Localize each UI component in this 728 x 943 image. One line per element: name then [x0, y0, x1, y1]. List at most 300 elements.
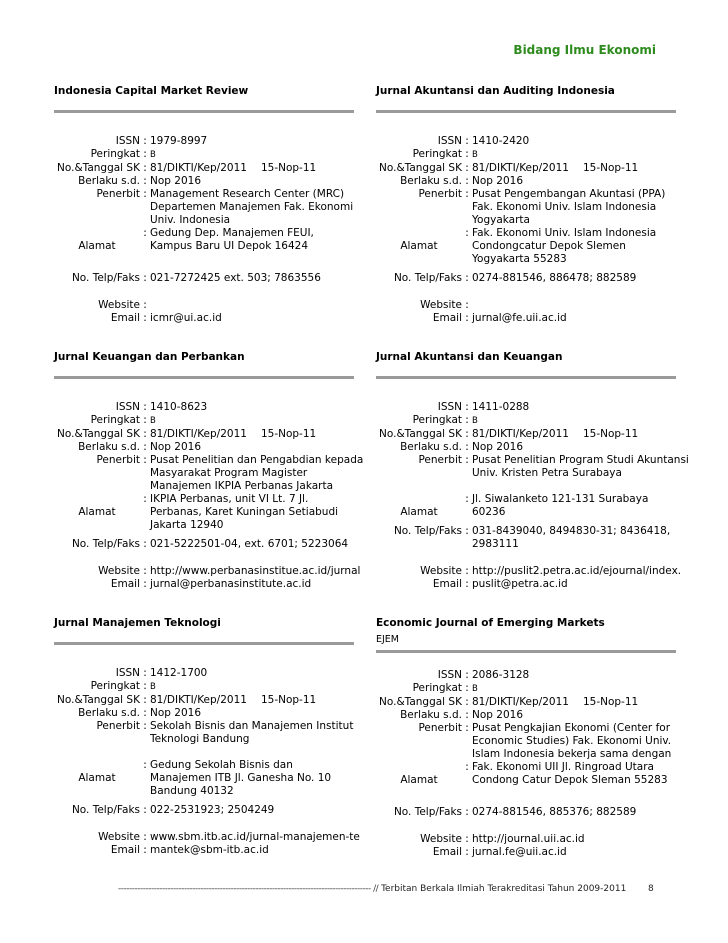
penerbit-line: Economic Studies) Fak. Ekonomi Univ. — [472, 735, 672, 747]
sk-date-value: 15-Nop-11 — [582, 428, 639, 440]
field-colon: : — [465, 299, 469, 311]
email-row — [54, 578, 354, 591]
field-value — [472, 682, 676, 696]
peringkat-value: B — [472, 684, 478, 694]
field-value — [150, 188, 354, 201]
journal-entry — [376, 350, 689, 591]
issn-value: 1410-8623 — [150, 401, 208, 413]
field-value — [150, 454, 363, 467]
spacer — [376, 819, 676, 833]
spacer — [54, 746, 354, 759]
field-label: ISSN — [115, 401, 140, 413]
berlaku-row — [376, 441, 676, 454]
email-value: jurnal.fe@uii.ac.id — [472, 846, 567, 858]
sk-date-value: 15-Nop-11 — [260, 428, 317, 440]
email-row — [376, 312, 676, 325]
field-label: No.&Tanggal SK — [379, 696, 462, 708]
sk-value: 81/DIKTI/Kep/2011 — [150, 694, 247, 706]
journal-subtitle: EJEM — [376, 634, 400, 645]
issn-row — [376, 401, 676, 414]
telp-line: 0274-881546, 886478; 882589 — [472, 272, 637, 284]
journal-title: Economic Journal of Emerging Markets — [376, 617, 605, 629]
field-colon: : — [143, 538, 147, 550]
spacer — [376, 285, 676, 299]
spacer — [376, 551, 676, 565]
spacer — [54, 551, 354, 565]
alamat-row — [54, 772, 354, 785]
journal-fields — [54, 401, 364, 591]
field-value — [150, 148, 354, 162]
field-value — [150, 414, 354, 428]
sk-row — [54, 428, 354, 441]
field-value — [472, 135, 676, 148]
field-value — [472, 578, 676, 591]
field-label: Penerbit — [418, 454, 462, 466]
alamat-row — [376, 493, 676, 506]
journal-fields — [54, 135, 354, 325]
peringkat-row — [376, 414, 676, 428]
field-label: No.&Tanggal SK — [379, 162, 462, 174]
field-label — [54, 227, 140, 240]
issn-row — [376, 135, 676, 148]
telp-row — [54, 272, 354, 285]
field-value — [150, 707, 354, 720]
field-colon: : — [143, 720, 147, 732]
field-value — [472, 565, 681, 578]
journal-fields — [54, 667, 360, 857]
website-value: http://puslit2.petra.ac.id/ejournal/index. — [472, 565, 682, 577]
field-value — [472, 148, 676, 162]
field-colon — [140, 467, 150, 480]
email-value: puslit@petra.ac.id — [472, 578, 568, 590]
field-colon: : — [143, 135, 147, 147]
alamat-line: Yogyakarta 55283 — [472, 253, 567, 265]
penerbit-row — [54, 467, 354, 480]
journal-entry — [376, 616, 676, 859]
berlaku-row — [376, 175, 676, 188]
field-colon: : — [143, 578, 147, 590]
email-value: jurnal@perbanasinstitute.ac.id — [150, 578, 312, 590]
footer-text: Terbitan Berkala Ilmiah Terakreditasi Tahun 2009-2011 — [381, 884, 627, 894]
field-value — [472, 454, 689, 467]
penerbit-line: Univ. Kristen Petra Surabaya — [472, 467, 622, 479]
sk-row — [376, 162, 676, 175]
field-value — [472, 214, 676, 227]
field-label: Peringkat — [90, 414, 140, 426]
field-label — [54, 493, 140, 506]
field-value — [150, 667, 354, 680]
field-label: No.&Tanggal SK — [57, 162, 140, 174]
issn-value: 1410-2420 — [472, 135, 530, 147]
penerbit-row — [376, 188, 676, 201]
penerbit-line: Management Research Center (MRC) — [150, 188, 345, 200]
sk-date-value: 15-Nop-11 — [582, 162, 639, 174]
peringkat-value: B — [472, 150, 478, 160]
field-label: Berlaku s.d. — [78, 441, 140, 453]
field-colon: : — [465, 669, 469, 681]
field-label: Penerbit — [96, 720, 140, 732]
penerbit-line: Sekolah Bisnis dan Manajemen Institut — [150, 720, 354, 732]
issn-row — [54, 667, 354, 680]
field-value — [150, 772, 354, 785]
field-colon: : — [143, 414, 147, 426]
journal-entry — [54, 616, 360, 857]
berlaku-row — [376, 709, 676, 722]
field-label: Alamat — [78, 506, 116, 518]
field-value — [150, 240, 354, 253]
field-value — [150, 680, 354, 694]
field-label — [54, 480, 140, 493]
journal-fields — [376, 135, 676, 325]
website-row — [54, 565, 361, 578]
issn-value: 1411-0288 — [472, 401, 530, 413]
field-label: Penerbit — [418, 722, 462, 734]
penerbit-row — [376, 722, 676, 735]
website-row — [54, 831, 360, 844]
field-label: ISSN — [115, 667, 140, 679]
field-label — [376, 214, 462, 227]
berlaku-row — [54, 441, 354, 454]
field-label — [376, 253, 462, 266]
field-label: No. Telp/Faks — [393, 525, 462, 537]
sk-value: 81/DIKTI/Kep/2011 — [150, 162, 247, 174]
sk-value: 81/DIKTI/Kep/2011 — [150, 428, 247, 440]
field-value — [472, 467, 676, 480]
field-value — [472, 312, 676, 325]
field-value — [150, 565, 360, 578]
alamat-row — [376, 774, 676, 787]
field-colon — [462, 201, 472, 214]
field-value — [150, 804, 354, 817]
field-label — [54, 785, 140, 798]
field-value — [150, 844, 354, 857]
penerbit-line: Fak. Ekonomi Univ. Islam Indonesia — [472, 201, 657, 213]
field-value — [472, 299, 676, 312]
field-colon: : — [465, 578, 469, 590]
alamat-line: Kampus Baru UI Depok 16424 — [150, 240, 309, 252]
alamat-row — [376, 761, 676, 774]
field-label — [376, 735, 462, 748]
field-label: Email — [432, 578, 462, 590]
field-colon: : — [143, 272, 147, 284]
penerbit-line: Pusat Penelitian dan Pengabdian kepada — [150, 454, 364, 466]
field-value — [150, 759, 354, 772]
page-number: 8 — [648, 884, 654, 894]
field-label: ISSN — [437, 401, 462, 413]
telp-line: 022-2531923; 2504249 — [150, 804, 275, 816]
telp-row — [54, 538, 354, 551]
peringkat-row — [54, 414, 354, 428]
website-row — [376, 299, 676, 312]
alamat-line: Perbanas, Karet Kuningan Setiabudi — [150, 506, 339, 518]
field-value — [150, 214, 354, 227]
alamat-line: 60236 — [472, 506, 506, 518]
berlaku-value: Nop 2016 — [472, 441, 524, 453]
alamat-row — [376, 240, 676, 253]
journal-title: Jurnal Akuntansi dan Keuangan — [376, 351, 563, 363]
field-colon: : — [143, 680, 147, 692]
peringkat-value: B — [150, 150, 156, 160]
sk-date-value: 15-Nop-11 — [260, 162, 317, 174]
field-label — [376, 201, 462, 214]
penerbit-row — [376, 201, 676, 214]
field-colon — [462, 240, 472, 253]
field-value — [150, 578, 354, 591]
field-value — [150, 538, 354, 551]
sk-value: 81/DIKTI/Kep/2011 — [472, 162, 569, 174]
field-colon — [140, 201, 150, 214]
alamat-row — [54, 240, 354, 253]
field-colon — [462, 735, 472, 748]
field-value — [472, 833, 676, 846]
field-value — [472, 669, 676, 682]
field-label: Peringkat — [412, 682, 462, 694]
peringkat-value: B — [150, 682, 156, 692]
penerbit-line: Pusat Pengembangan Akuntasi (PPA) — [472, 188, 666, 200]
field-label: Berlaku s.d. — [400, 709, 462, 721]
field-label: No.&Tanggal SK — [379, 428, 462, 440]
sk-row — [54, 694, 354, 707]
sk-row — [376, 696, 676, 709]
field-value — [150, 785, 354, 798]
website-value: www.sbm.itb.ac.id/jurnal-manajemen-te — [150, 831, 360, 843]
field-value — [472, 414, 676, 428]
field-colon — [462, 774, 472, 787]
field-value — [150, 480, 354, 493]
field-colon: : — [465, 525, 469, 537]
sk-row — [376, 428, 676, 441]
field-value — [472, 525, 676, 538]
field-value — [150, 831, 360, 844]
telp-row — [376, 272, 676, 285]
email-value: jurnal@fe.uii.ac.id — [472, 312, 567, 324]
field-colon: : — [143, 493, 147, 505]
field-colon: : — [143, 299, 147, 311]
field-label: ISSN — [437, 135, 462, 147]
field-value — [150, 135, 354, 148]
field-colon: : — [143, 441, 147, 453]
field-value — [150, 467, 354, 480]
field-colon: : — [465, 722, 469, 734]
field-value — [472, 806, 676, 819]
field-label: No. Telp/Faks — [71, 804, 140, 816]
field-value — [150, 299, 354, 312]
penerbit-line: Departemen Manajemen Fak. Ekonomi — [150, 201, 354, 213]
field-colon — [140, 733, 150, 746]
field-value — [150, 312, 354, 325]
email-value: mantek@sbm-itb.ac.id — [150, 844, 269, 856]
email-row — [376, 846, 676, 859]
field-label: Website — [420, 565, 462, 577]
email-row — [376, 578, 676, 591]
field-label — [376, 748, 462, 761]
field-label — [376, 493, 462, 506]
field-value — [472, 538, 676, 551]
field-value — [472, 846, 676, 859]
penerbit-row — [376, 748, 676, 761]
field-label: No. Telp/Faks — [71, 538, 140, 550]
sk-date-value: 15-Nop-11 — [582, 696, 639, 708]
penerbit-line: Teknologi Bandung — [150, 733, 250, 745]
field-colon: : — [143, 428, 147, 440]
field-value — [472, 696, 676, 709]
page-footer — [118, 884, 678, 894]
spacer — [54, 253, 354, 266]
field-value — [472, 253, 676, 266]
penerbit-row — [376, 735, 676, 748]
penerbit-line: Yogyakarta — [472, 214, 530, 226]
field-value — [472, 709, 676, 722]
field-label: Website — [420, 299, 462, 311]
field-value — [472, 272, 676, 285]
field-label: ISSN — [437, 669, 462, 681]
journal-title: Jurnal Keuangan dan Perbankan — [54, 351, 245, 363]
telp-line: 021-7272425 ext. 503; 7863556 — [150, 272, 321, 284]
field-label: Peringkat — [90, 680, 140, 692]
field-label: Email — [110, 312, 140, 324]
field-value — [472, 761, 676, 774]
field-label: Website — [98, 565, 140, 577]
field-value — [472, 201, 676, 214]
field-colon: : — [465, 135, 469, 147]
journal-fields — [376, 669, 676, 859]
email-row — [54, 312, 354, 325]
field-colon — [462, 214, 472, 227]
field-colon — [462, 748, 472, 761]
telp-line: 2983111 — [472, 538, 519, 550]
field-colon: : — [143, 227, 147, 239]
field-value — [472, 401, 676, 414]
field-value — [472, 506, 676, 519]
field-label: No.&Tanggal SK — [57, 694, 140, 706]
field-label: Berlaku s.d. — [400, 441, 462, 453]
footer-dashes: -------------------------------------------------------------------------------------------- // — [118, 884, 379, 894]
field-value — [472, 175, 676, 188]
field-colon: : — [465, 401, 469, 413]
field-colon: : — [465, 565, 469, 577]
field-colon: : — [465, 428, 469, 440]
field-colon — [140, 772, 150, 785]
berlaku-row — [54, 707, 354, 720]
penerbit-row — [54, 454, 364, 467]
penerbit-row — [376, 454, 689, 467]
field-label: Penerbit — [418, 188, 462, 200]
issn-row — [54, 401, 354, 414]
field-label — [376, 227, 462, 240]
journal-entry — [54, 84, 354, 325]
berlaku-value: Nop 2016 — [472, 709, 524, 721]
field-colon: : — [143, 454, 147, 466]
issn-row — [376, 669, 676, 682]
penerbit-line: Univ. Indonesia — [150, 214, 231, 226]
peringkat-row — [54, 148, 354, 162]
field-colon: : — [465, 761, 469, 773]
field-value — [472, 748, 676, 761]
field-colon: : — [465, 696, 469, 708]
field-colon: : — [465, 709, 469, 721]
field-colon: : — [465, 272, 469, 284]
field-value — [150, 162, 354, 175]
field-colon — [462, 467, 472, 480]
field-value — [150, 428, 354, 441]
alamat-line: Condongcatur Depok Slemen — [472, 240, 626, 252]
field-colon: : — [465, 162, 469, 174]
alamat-line: Fak. Ekonomi UII Jl. Ringroad Utara — [472, 761, 654, 773]
field-label: Website — [98, 299, 140, 311]
alamat-line: IKPIA Perbanas, unit VI Lt. 7 Jl. — [150, 493, 309, 505]
alamat-row — [54, 506, 354, 519]
penerbit-row — [54, 480, 354, 493]
field-value — [472, 227, 676, 240]
field-colon: : — [143, 175, 147, 187]
sk-value: 81/DIKTI/Kep/2011 — [472, 428, 569, 440]
alamat-row — [376, 227, 676, 240]
alamat-line: Condong Catur Depok Sleman 55283 — [472, 774, 668, 786]
berlaku-value: Nop 2016 — [150, 707, 202, 719]
alamat-line: Manajemen ITB Jl. Ganesha No. 10 — [150, 772, 332, 784]
section-header: Bidang Ilmu Ekonomi — [513, 43, 656, 57]
spacer — [376, 787, 676, 800]
berlaku-value: Nop 2016 — [472, 175, 524, 187]
penerbit-row — [376, 467, 676, 480]
website-value: http://journal.uii.ac.id — [472, 833, 585, 845]
field-label — [54, 467, 140, 480]
field-value — [150, 227, 354, 240]
field-colon — [140, 480, 150, 493]
alamat-line: Bandung 40132 — [150, 785, 234, 797]
field-label — [376, 467, 462, 480]
penerbit-line: Pusat Penelitian Program Studi Akuntansi — [472, 454, 689, 466]
field-colon — [140, 240, 150, 253]
field-label — [54, 733, 140, 746]
field-label: Peringkat — [90, 148, 140, 160]
field-label: Alamat — [78, 772, 116, 784]
field-value — [472, 240, 676, 253]
field-colon: : — [143, 707, 147, 719]
peringkat-value: B — [472, 416, 478, 426]
issn-value: 1979-8997 — [150, 135, 208, 147]
spacer — [376, 480, 676, 493]
field-label — [376, 761, 462, 774]
field-value — [472, 722, 676, 735]
field-label: Peringkat — [412, 414, 462, 426]
field-colon: : — [143, 844, 147, 856]
journal-title: Jurnal Akuntansi dan Auditing Indonesia — [376, 85, 615, 97]
alamat-row — [54, 493, 354, 506]
field-colon: : — [143, 565, 147, 577]
telp-line: 0274-881546, 885376; 882589 — [472, 806, 637, 818]
telp-row — [376, 806, 676, 819]
field-colon: : — [465, 441, 469, 453]
divider — [54, 376, 354, 379]
field-label: Penerbit — [96, 188, 140, 200]
issn-row — [54, 135, 354, 148]
field-colon: : — [143, 188, 147, 200]
alamat-row — [376, 253, 676, 266]
journal-fields — [376, 401, 689, 591]
field-label: No. Telp/Faks — [393, 806, 462, 818]
penerbit-row — [54, 201, 354, 214]
field-label: Berlaku s.d. — [78, 707, 140, 719]
field-colon: : — [143, 804, 147, 816]
field-colon: : — [143, 148, 147, 160]
alamat-row — [376, 506, 676, 519]
website-value: http://www.perbanasinstitue.ac.id/jurnal — [150, 565, 361, 577]
field-colon — [462, 538, 472, 551]
field-label: Peringkat — [412, 148, 462, 160]
field-label: Alamat — [400, 774, 438, 786]
field-value — [150, 441, 354, 454]
